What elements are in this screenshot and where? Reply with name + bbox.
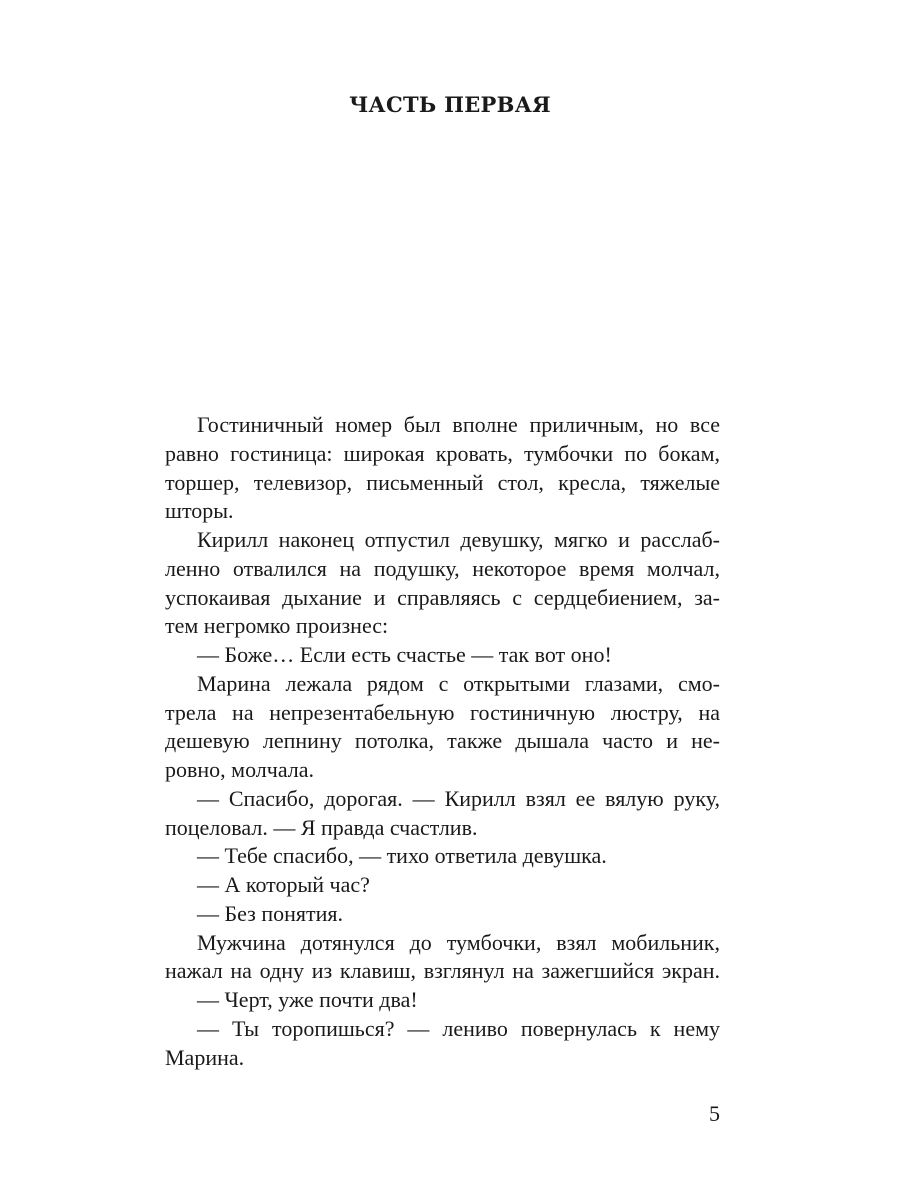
text-line: трела на непрезентабельную гостиничную люстру, на [165,699,720,725]
text-line: торшер, телевизор, письменный стол, кресла, тяжелые [165,469,720,495]
text-line: Мужчина дотянулся до тумбочки, взял мобильник, [197,929,720,955]
text-line: нажал на одну из клавиш, взглянул на зажегшийся экран. [165,958,720,984]
text-line: Кирилл наконец отпустил девушку, мягко и расслаб- [197,527,720,552]
page-number: 5 [709,1101,720,1126]
text-line: Марина лежала рядом с открытыми глазами, смо- [197,670,720,696]
text-line: Марина. [165,1044,245,1070]
text-line: дешевую лепнину потолка, также дышала часто и не- [165,728,720,754]
text-line: шторы. [165,498,234,524]
text-line: успокаивая дыхание и справляясь с сердцебиением, за- [165,584,720,610]
text-line: — Черт, уже почти два! [197,987,418,1012]
text-line: — Тебе спасибо, — тихо ответила девушка. [197,843,607,869]
text-line: — Боже… Если есть счастье — так вот оно! [197,642,612,667]
text-line: равно гостиница: широкая кровать, тумбочки по бокам, [165,440,720,466]
text-line: — А который час? [197,872,370,897]
text-line: ровно, молчала. [165,757,315,782]
body-text [165,411,720,1072]
text-line: Гостиничный номер был вполне приличным, но все [197,412,720,437]
chapter-title: ЧАСТЬ ПЕРВАЯ [349,92,551,117]
text-line: тем негромко произнес: [165,613,389,639]
text-line: поцеловал. — Я правда счастлив. [165,814,478,840]
text-line: — Без понятия. [197,900,344,926]
text-line: ленно отвалился на подушку, некоторое время молчал, [165,555,720,581]
text-line: — Спасибо, дорогая. — Кирилл взял ее вялую руку, [197,785,720,811]
text-line: — Ты торопишься? — лениво повернулась к нему [197,1015,720,1041]
